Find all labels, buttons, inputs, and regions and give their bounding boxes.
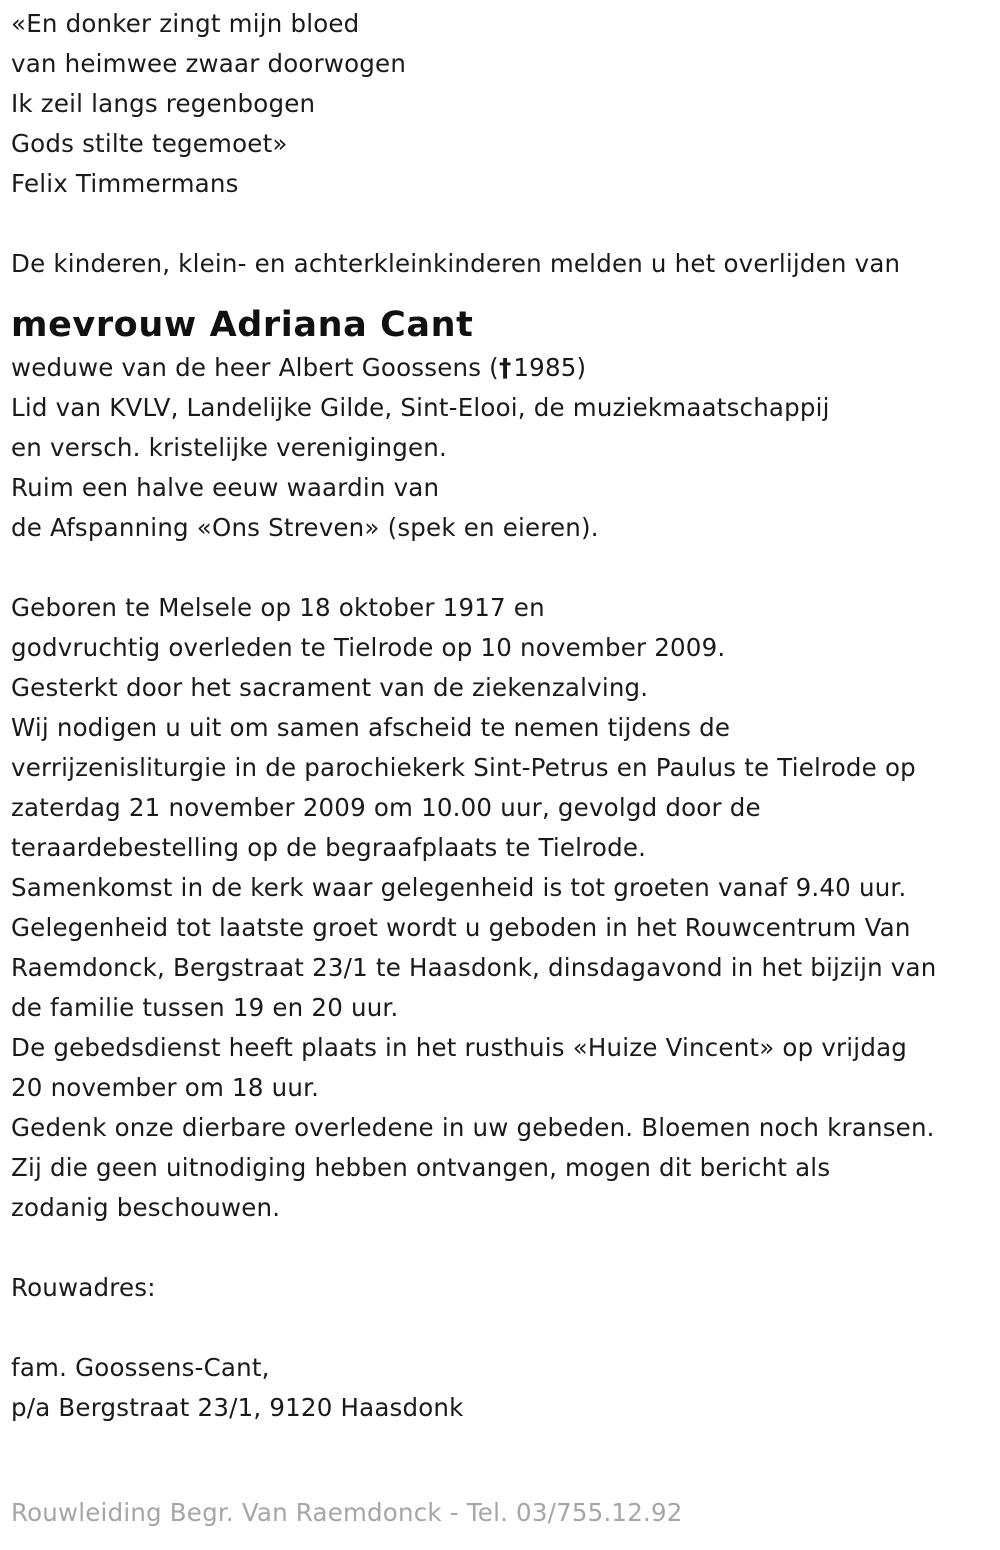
detail-line: zodanig beschouwen. xyxy=(11,1193,281,1222)
address-family: fam. Goossens-Cant, xyxy=(11,1353,270,1382)
detail-line: Zij die geen uitnodiging hebben ontvangen, mogen dit bericht als xyxy=(11,1153,831,1182)
detail-line: verrijzenisliturgie in de parochiekerk Sint-Petrus en Paulus te Tielrode op xyxy=(11,753,916,782)
poem-author: Felix Timmermans xyxy=(11,169,239,198)
detail-line: Samenkomst in de kerk waar gelegenheid is tot groeten vanaf 9.40 uur. xyxy=(11,873,907,902)
widow-line xyxy=(11,348,996,388)
poem xyxy=(11,4,996,204)
deceased-name: mevrouw Adriana Cant xyxy=(11,305,474,345)
address-label: Rouwadres: xyxy=(11,1273,156,1302)
poem-line: Gods stilte tegemoet» xyxy=(11,129,288,158)
detail-line: Raemdonck, Bergstraat 23/1 te Haasdonk, dinsdagavond in het bijzijn van xyxy=(11,953,937,982)
detail-line: Geboren te Melsele op 18 oktober 1917 en xyxy=(11,593,545,622)
detail-line: de familie tussen 19 en 20 uur. xyxy=(11,993,399,1022)
spacer xyxy=(11,1308,996,1348)
detail-line: 20 november om 18 uur. xyxy=(11,1073,320,1102)
bio-line: de Afspanning «Ons Streven» (spek en eieren). xyxy=(11,513,599,542)
mourning-address xyxy=(11,1268,996,1428)
funeral-details xyxy=(11,588,996,1228)
poem-line: «En donker zingt mijn bloed xyxy=(11,9,360,38)
detail-line: godvruchtig overleden te Tielrode op 10 november 2009. xyxy=(11,633,726,662)
spacer xyxy=(11,204,996,244)
deceased-bio xyxy=(11,348,996,548)
bio-line: Ruim een halve eeuw waardin van xyxy=(11,473,440,502)
poem-line: Ik zeil langs regenbogen xyxy=(11,89,316,118)
address-street: p/a Bergstraat 23/1, 9120 Haasdonk xyxy=(11,1393,464,1422)
detail-line: Gelegenheid tot laatste groet wordt u geboden in het Rouwcentrum Van xyxy=(11,913,911,942)
widow-prefix: weduwe van de heer Albert Goossens ( xyxy=(11,353,499,382)
bio-line: Lid van KVLV, Landelijke Gilde, Sint-Elooi, de muziekmaatschappij xyxy=(11,393,830,422)
widow-year: 1985) xyxy=(513,353,587,382)
cross-icon: † xyxy=(498,353,512,382)
spacer xyxy=(11,548,996,588)
announcement-text: De kinderen, klein- en achterkleinkinderen melden u het overlijden van xyxy=(11,249,901,278)
detail-line: Gedenk onze dierbare overledene in uw gebeden. Bloemen noch kransen. xyxy=(11,1113,935,1142)
detail-line: zaterdag 21 november 2009 om 10.00 uur, gevolgd door de xyxy=(11,793,761,822)
obituary-notice xyxy=(11,4,996,1428)
spacer xyxy=(11,1228,996,1268)
bio-line: en versch. kristelijke verenigingen. xyxy=(11,433,448,462)
funeral-director-footer: Rouwleiding Begr. Van Raemdonck - Tel. 03/755.12.92 xyxy=(11,1498,683,1527)
detail-line: Wij nodigen u uit om samen afscheid te nemen tijdens de xyxy=(11,713,731,742)
detail-line: De gebedsdienst heeft plaats in het rusthuis «Huize Vincent» op vrijdag xyxy=(11,1033,908,1062)
detail-line: teraardebestelling op de begraafplaats te Tielrode. xyxy=(11,833,647,862)
detail-line: Gesterkt door het sacrament van de ziekenzalving. xyxy=(11,673,649,702)
poem-line: van heimwee zwaar doorwogen xyxy=(11,49,407,78)
